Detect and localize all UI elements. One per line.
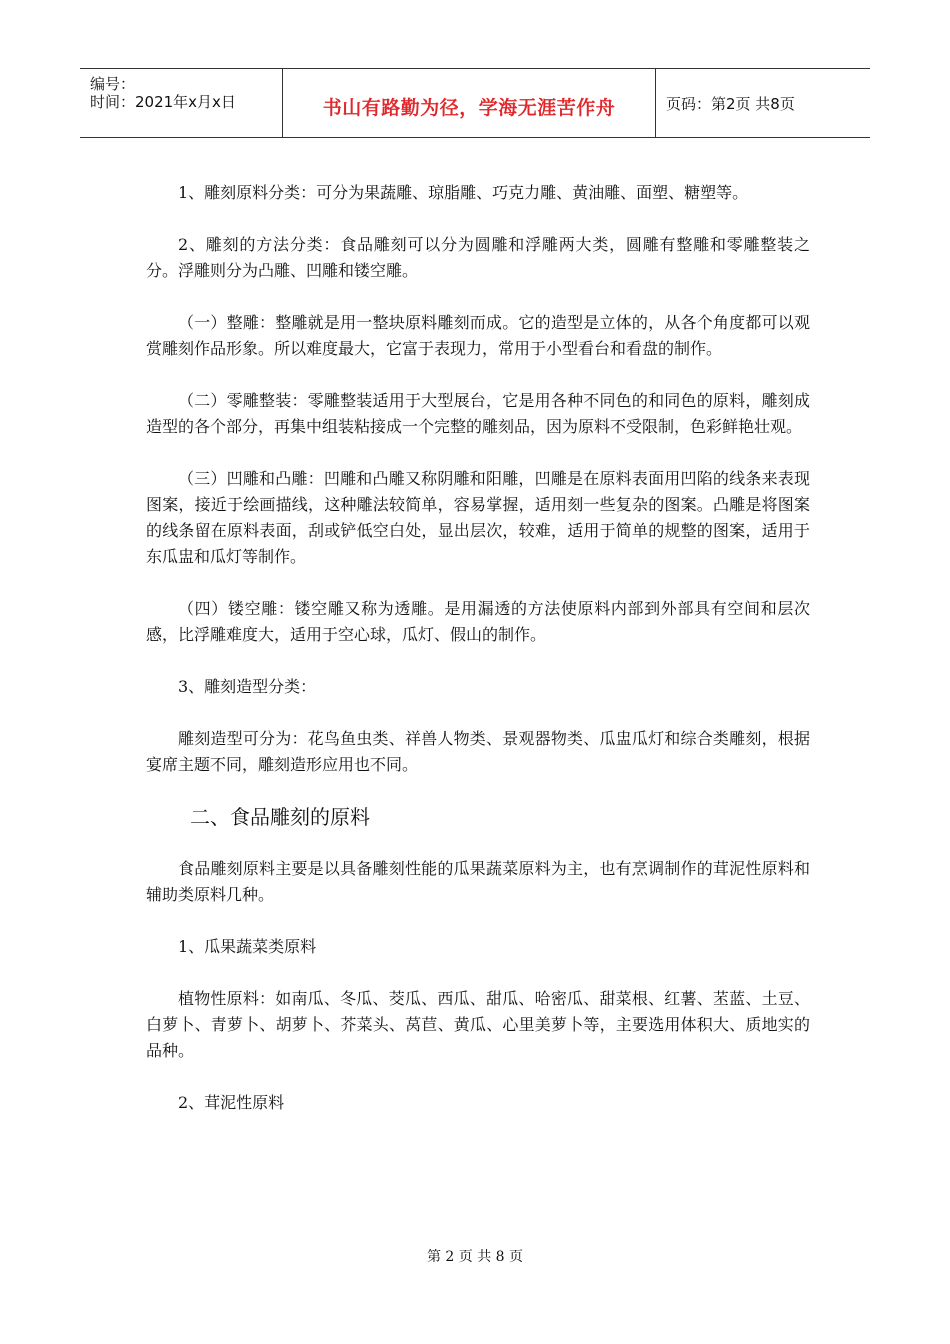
page-footer: 第 2 页 共 8 页 [426,1249,524,1265]
paragraph-relief-carving: （三）凹雕和凸雕：凹雕和凸雕又称阴雕和阳雕，凹雕是在原料表面用凹陷的线条来表现图案，接近于绘画描线，这种雕法较简单，容易掌握，适用刻一些复杂的图案。凸雕是将图案的线条留在原料表面，刮或铲低空白处，显出层次，较难，适用于简单的规整的图案，适用于东瓜盅和瓜灯等制作。 [146,469,810,566]
paragraph-fruit-vegetable: 1、瓜果蔬菜类原料 [178,937,317,956]
paragraph-assembled-carving: （二）零雕整装：零雕整装适用于大型展台，它是用各种不同色的和同色的原料，雕刻成造型的各个部分，再集中组装粘接成一个完整的雕刻品，因为原料不受限制，色彩鲜艳壮观。 [146,391,810,436]
paragraph-paste-materials: 2、茸泥性原料 [178,1093,285,1112]
document-time-label: 时间：2021年x月x日 [90,93,236,111]
document-body [146,180,810,1116]
paragraph-method-classification: 2、雕刻的方法分类：食品雕刻可以分为圆雕和浮雕两大类，圆雕有整雕和零雕整装之分。浮雕则分为凸雕、凹雕和镂空雕。 [146,235,810,280]
header-motto: 书山有路勤为径，学海无涯苦作舟 [322,97,616,119]
paragraph-plant-materials: 植物性原料：如南瓜、冬瓜、茭瓜、西瓜、甜瓜、哈密瓜、甜菜根、红薯、苤蓝、土豆、白萝卜、青萝卜、胡萝卜、芥菜头、莴苣、黄瓜、心里美萝卜等，主要选用体积大、质地实的品种。 [146,989,810,1060]
section-heading: 二、食品雕刻的原料 [190,805,370,829]
header-meta-cell [80,69,283,137]
paragraph-shape-types: 雕刻造型可分为：花鸟鱼虫类、祥兽人物类、景观器物类、瓜盅瓜灯和综合类雕刻，根据宴席主题不同，雕刻造形应用也不同。 [146,729,810,774]
paragraph-hollow-carving: （四）镂空雕：镂空雕又称为透雕。是用漏透的方法使原料内部到外部具有空间和层次感，比浮雕难度大，适用于空心球，瓜灯、假山的制作。 [146,599,810,644]
paragraph-materials-intro: 食品雕刻原料主要是以具备雕刻性能的瓜果蔬菜原料为主，也有烹调制作的茸泥性原料和辅助类原料几种。 [146,859,810,904]
header-page-cell [656,69,870,137]
paragraph-shape-classification: 3、雕刻造型分类： [178,677,317,696]
paragraph-whole-carving: （一）整雕：整雕就是用一整块原料雕刻而成。它的造型是立体的，从各个角度都可以观赏雕刻作品形象。所以难度最大，它富于表现力，常用于小型看台和看盘的制作。 [146,313,810,358]
paragraph-material-classification: 1、雕刻原料分类：可分为果蔬雕、琼脂雕、巧克力雕、黄油雕、面塑、糖塑等。 [178,183,749,202]
page-header [80,68,870,138]
document-number-label: 编号： [90,75,136,93]
header-motto-cell [283,69,656,137]
header-page-info: 页码：第2页 共8页 [666,95,795,113]
